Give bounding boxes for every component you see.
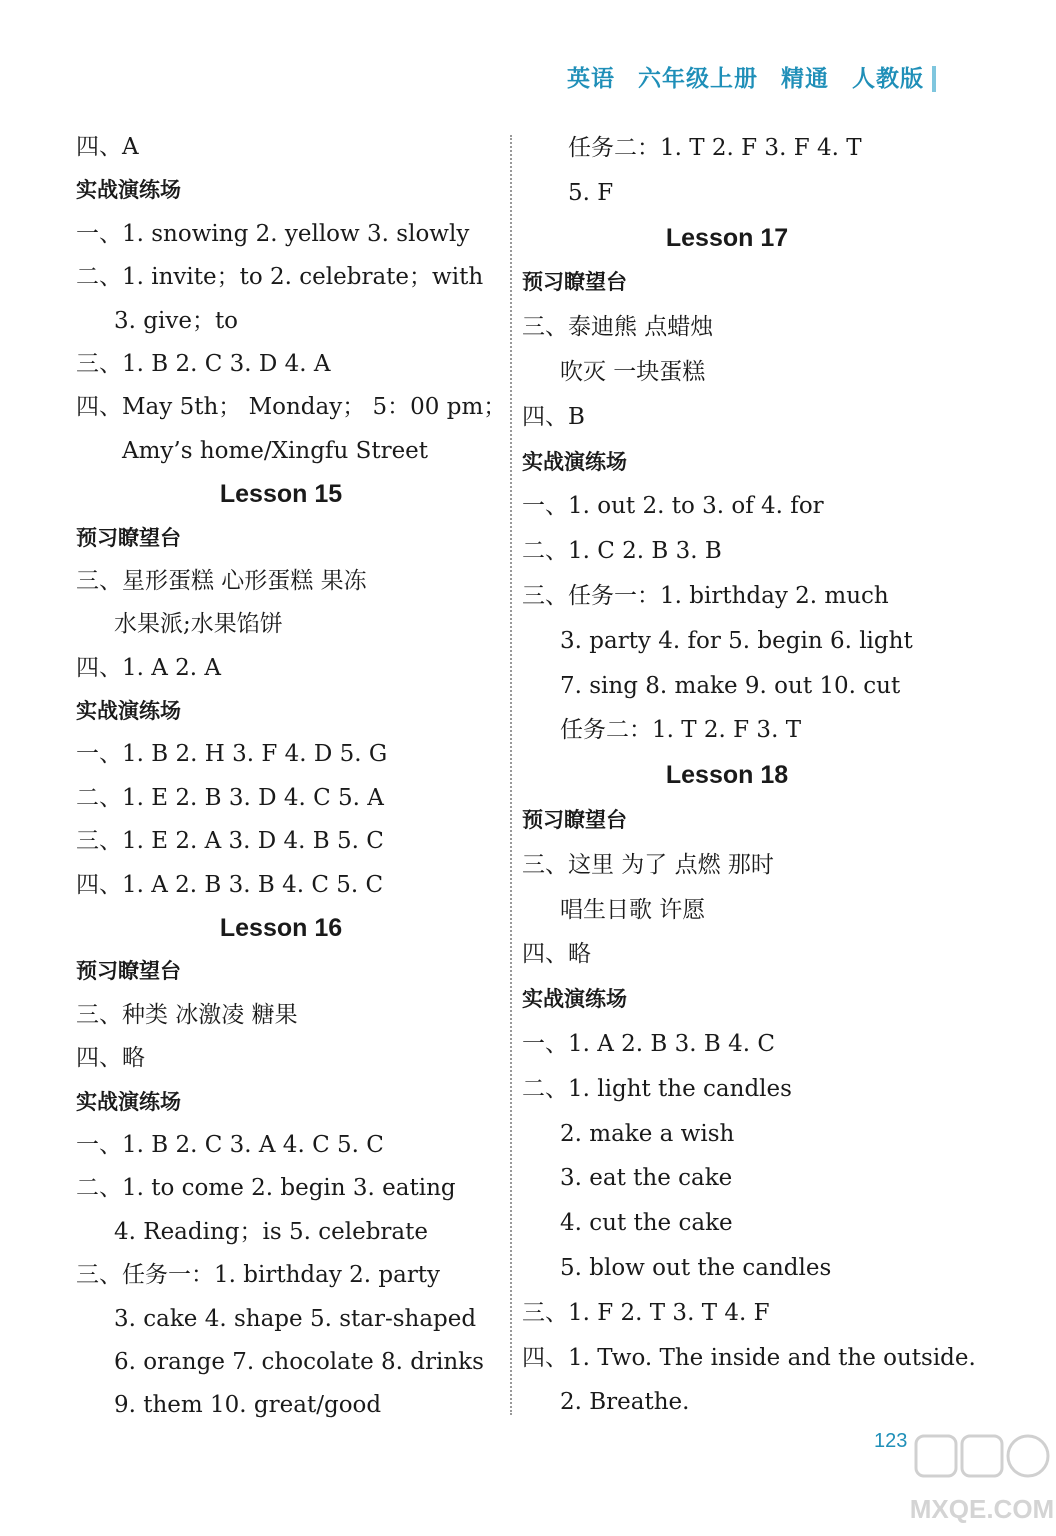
running-header xyxy=(553,60,924,93)
left-section-heading: 预习瞭望台 xyxy=(76,959,181,984)
right-answer-line: 3. eat the cake xyxy=(560,1165,733,1192)
left-answer-line: 三、星形蛋糕 心形蛋糕 果冻 xyxy=(76,567,367,594)
right-answer-line: 三、任务一：1. birthday 2. much xyxy=(522,582,889,609)
left-section-heading: 实战演练场 xyxy=(76,1089,181,1114)
left-answer-line: 三、1. E 2. A 3. D 4. B 5. C xyxy=(76,828,384,855)
left-answer-line: 3. cake 4. shape 5. star-shaped xyxy=(114,1305,477,1332)
right-answer-line: 5. F xyxy=(568,179,614,206)
header-accent-bar xyxy=(932,66,936,92)
right-answer-line: 一、1. out 2. to 3. of 4. for xyxy=(522,493,824,520)
left-lesson-title: Lesson 16 xyxy=(219,914,343,943)
right-answer-line: 吹灭 一块蛋糕 xyxy=(560,358,706,385)
right-lesson-title: Lesson 18 xyxy=(665,761,789,790)
left-answer-line: 四、略 xyxy=(76,1045,145,1072)
right-answer-line: 7. sing 8. make 9. out 10. cut xyxy=(560,672,901,699)
right-answer-line: 四、B xyxy=(522,403,585,430)
watermark-text: MXQE.COM xyxy=(909,1494,1055,1524)
column-divider xyxy=(510,135,512,1415)
left-answer-line: 四、1. A 2. A xyxy=(76,654,222,681)
left-answer-line: 二、1. invite；to 2. celebrate；with xyxy=(76,264,484,291)
answer-column-left xyxy=(76,126,507,1428)
right-answer-line: 一、1. A 2. B 3. B 4. C xyxy=(522,1030,775,1057)
answer-column-right xyxy=(522,126,976,1425)
left-lesson-title: Lesson 15 xyxy=(219,480,343,509)
right-answer-line: 2. make a wish xyxy=(560,1120,735,1147)
header-grade: 六年级上册 xyxy=(637,66,758,92)
left-answer-line: 四、May 5th； Monday； 5：00 pm； xyxy=(76,394,507,421)
left-answer-line: 一、1. snowing 2. yellow 3. slowly xyxy=(76,220,470,247)
left-answer-line: 三、种类 冰激凌 糖果 xyxy=(76,1001,298,1028)
right-answer-line: 二、1. light the candles xyxy=(522,1075,792,1102)
left-answer-line: 二、1. to come 2. begin 3. eating xyxy=(76,1175,456,1202)
header-series: 精通 xyxy=(780,66,829,92)
left-answer-line: 一、1. B 2. C 3. A 4. C 5. C xyxy=(76,1131,384,1158)
left-answer-line: 三、1. B 2. C 3. D 4. A xyxy=(76,350,331,377)
right-answer-line: 三、1. F 2. T 3. T 4. F xyxy=(522,1299,770,1326)
right-answer-line: 四、1. Two. The inside and the outside. xyxy=(522,1344,976,1371)
watermark-logo xyxy=(908,1428,1056,1536)
right-answer-line: 任务二：1. T 2. F 3. F 4. T xyxy=(568,135,862,161)
left-answer-line: Amy’s home/Xingfu Street xyxy=(122,437,429,464)
right-answer-line: 2. Breathe. xyxy=(560,1389,690,1416)
left-section-heading: 实战演练场 xyxy=(76,178,181,203)
right-section-heading: 预习瞭望台 xyxy=(522,270,627,295)
header-subject: 英语 xyxy=(566,66,615,92)
right-section-heading: 实战演练场 xyxy=(522,449,627,474)
left-answer-line: 4. Reading；is 5. celebrate xyxy=(114,1218,428,1245)
page-number: 123 xyxy=(874,1430,908,1452)
right-answer-line: 任务二：1. T 2. F 3. T xyxy=(560,717,802,744)
left-answer-line: 3. give；to xyxy=(114,307,239,334)
right-answer-line: 二、1. C 2. B 3. B xyxy=(522,538,722,565)
left-answer-line: 一、1. B 2. H 3. F 4. D 5. G xyxy=(76,741,388,768)
left-answer-line: 四、1. A 2. B 3. B 4. C 5. C xyxy=(76,871,384,898)
left-answer-line: 9. them 10. great/good xyxy=(114,1392,382,1419)
right-answer-line: 三、这里 为了 点燃 那时 xyxy=(522,851,774,878)
right-answer-line: 四、略 xyxy=(522,941,591,968)
right-lesson-title: Lesson 17 xyxy=(665,223,789,252)
right-answer-line: 唱生日歌 许愿 xyxy=(560,896,706,923)
right-answer-line: 3. party 4. for 5. begin 6. light xyxy=(560,627,913,654)
right-answer-line: 5. blow out the candles xyxy=(560,1254,832,1281)
right-answer-line: 三、泰迪熊 点蜡烛 xyxy=(522,314,714,341)
left-section-heading: 实战演练场 xyxy=(76,699,181,724)
right-section-heading: 预习瞭望台 xyxy=(522,807,627,832)
right-section-heading: 实战演练场 xyxy=(522,987,627,1012)
left-answer-line: 二、1. E 2. B 3. D 4. C 5. A xyxy=(76,784,384,811)
left-answer-line: 水果派;水果馅饼 xyxy=(114,611,283,638)
left-answer-line: 三、任务一：1. birthday 2. party xyxy=(76,1262,441,1289)
left-answer-line: 四、A xyxy=(76,134,139,160)
right-answer-line: 4. cut the cake xyxy=(560,1210,733,1237)
left-answer-line: 6. orange 7. chocolate 8. drinks xyxy=(114,1348,484,1375)
left-section-heading: 预习瞭望台 xyxy=(76,525,181,550)
header-edition: 人教版 xyxy=(852,66,924,92)
